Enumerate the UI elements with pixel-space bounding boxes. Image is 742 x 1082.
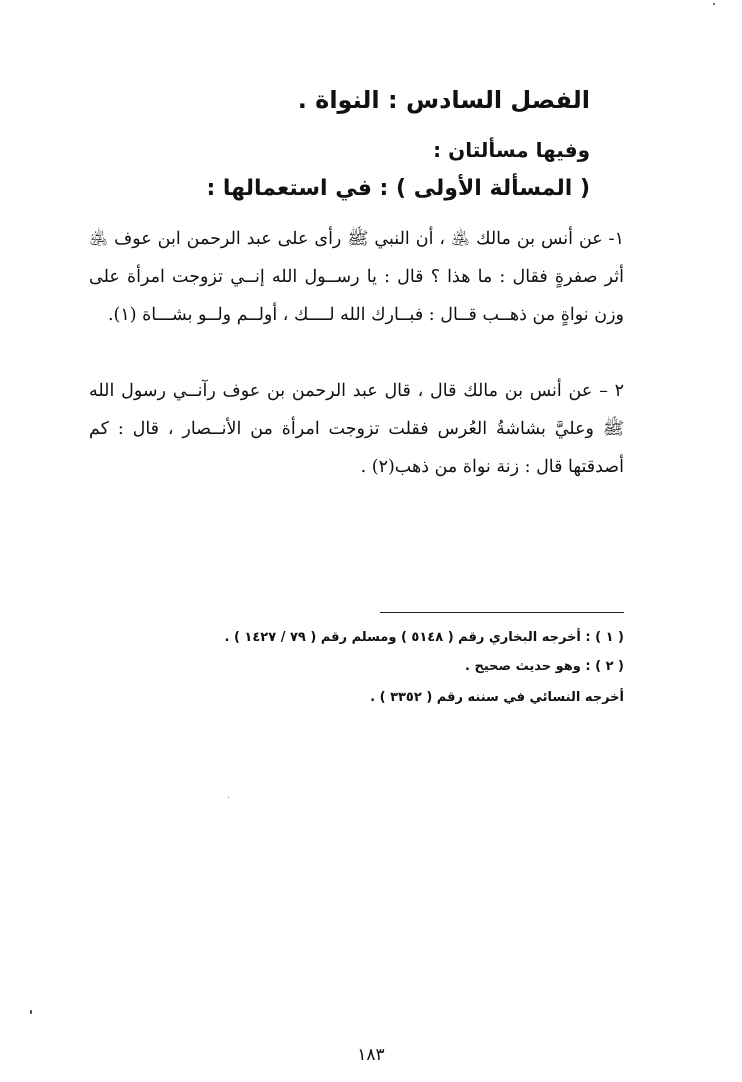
page-number: ١٨٣ xyxy=(357,1045,385,1065)
scan-speck xyxy=(228,797,229,798)
scan-speck xyxy=(30,1010,32,1014)
scan-speck xyxy=(713,3,715,5)
hadith-paragraph-1: ١- عن أنس بن مالك ﵁ ، أن النبي ﷺ رأى على عبد الرحمن ابن عوف ﵁ أثر صفرةٍ فقال : ما هذا ؟ قال : يا رســول الله إنــي تزوجت امرأة على وزن نواةٍ من ذهــب قــال : فبــارك الله لــــك ، أولــم ولــو بشـــاة (١). xyxy=(89,229,624,325)
section-intro: وفيها مسألتان : xyxy=(433,138,590,162)
hadith-paragraph-2: ٢ – عن أنس بن مالك قال ، قال عبد الرحمن بن عوف رآنــي رسول الله ﷺ وعليَّ بشاشةُ العُرس فقلت تزوجت امرأة من الأنــصار ، قال : كم أصدقتها قال : زنة نواة من ذهب(٢) . xyxy=(89,381,624,477)
issue-title: ( المسألة الأولى ) : في استعمالها : xyxy=(206,176,590,201)
footnote-separator xyxy=(380,612,624,613)
chapter-title: الفصل السادس : النواة . xyxy=(297,86,590,114)
footnote-2: ( ٢ ) : وهو حديث صحيح . xyxy=(464,659,624,674)
footnote-1: ( ١ ) : أخرجه البخاري رقم ( ٥١٤٨ ) ومسلم رقم ( ٧٩ / ١٤٢٧ ) . xyxy=(224,630,624,645)
footnote-3: أخرجه النسائي في سننه رقم ( ٣٣٥٢ ) . xyxy=(370,690,624,705)
